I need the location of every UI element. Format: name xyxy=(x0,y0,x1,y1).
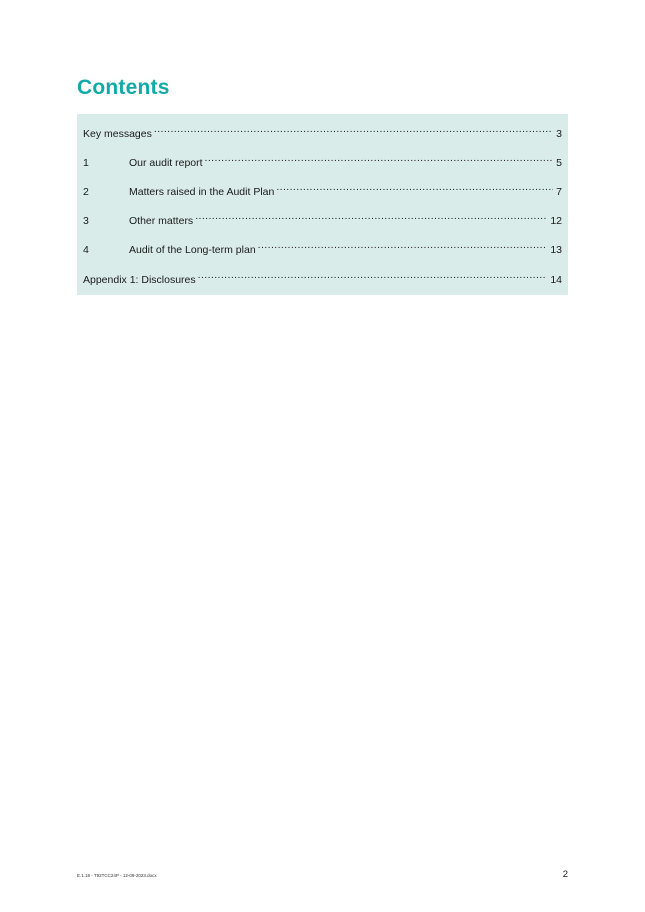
toc-entry-page: 5 xyxy=(556,157,562,169)
toc-entry-key-messages[interactable] xyxy=(83,121,562,140)
toc-entry-page: 3 xyxy=(556,128,562,140)
toc-entry-label: Appendix 1: Disclosures xyxy=(83,274,196,286)
toc-entry-other-matters[interactable] xyxy=(83,208,562,227)
toc-leader-dots xyxy=(258,237,548,253)
page-title: Contents xyxy=(77,76,170,99)
toc-leader-dots xyxy=(198,267,548,283)
footer-document-reference: E.1.18 - T92TCC24P - 12-09-2023.docx xyxy=(77,873,157,878)
toc-leader-dots xyxy=(205,150,554,166)
footer-page-number: 2 xyxy=(562,869,568,880)
toc-entry-our-audit-report[interactable] xyxy=(83,150,562,169)
toc-leader-dots xyxy=(195,208,547,224)
toc-entry-page: 7 xyxy=(556,186,562,198)
toc-entry-label: Audit of the Long-term plan xyxy=(129,244,256,256)
toc-entry-matters-raised[interactable] xyxy=(83,179,562,198)
toc-entry-long-term-plan[interactable] xyxy=(83,237,562,256)
toc-entry-page: 12 xyxy=(550,215,562,227)
toc-entry-number: 2 xyxy=(83,186,89,198)
toc-leader-dots xyxy=(276,179,553,195)
toc-leader-dots xyxy=(154,121,553,137)
toc-entry-page: 14 xyxy=(550,274,562,286)
toc-entry-label: Matters raised in the Audit Plan xyxy=(129,186,275,198)
table-of-contents xyxy=(77,114,568,295)
toc-entry-label: Other matters xyxy=(129,215,194,227)
toc-entry-label: Key messages xyxy=(83,128,152,140)
toc-entry-number: 4 xyxy=(83,244,89,256)
toc-entry-label: Our audit report xyxy=(129,157,203,169)
toc-entry-number: 1 xyxy=(83,157,89,169)
toc-entry-appendix-1[interactable] xyxy=(83,267,562,286)
toc-entry-page: 13 xyxy=(550,244,562,256)
toc-entry-number: 3 xyxy=(83,215,89,227)
